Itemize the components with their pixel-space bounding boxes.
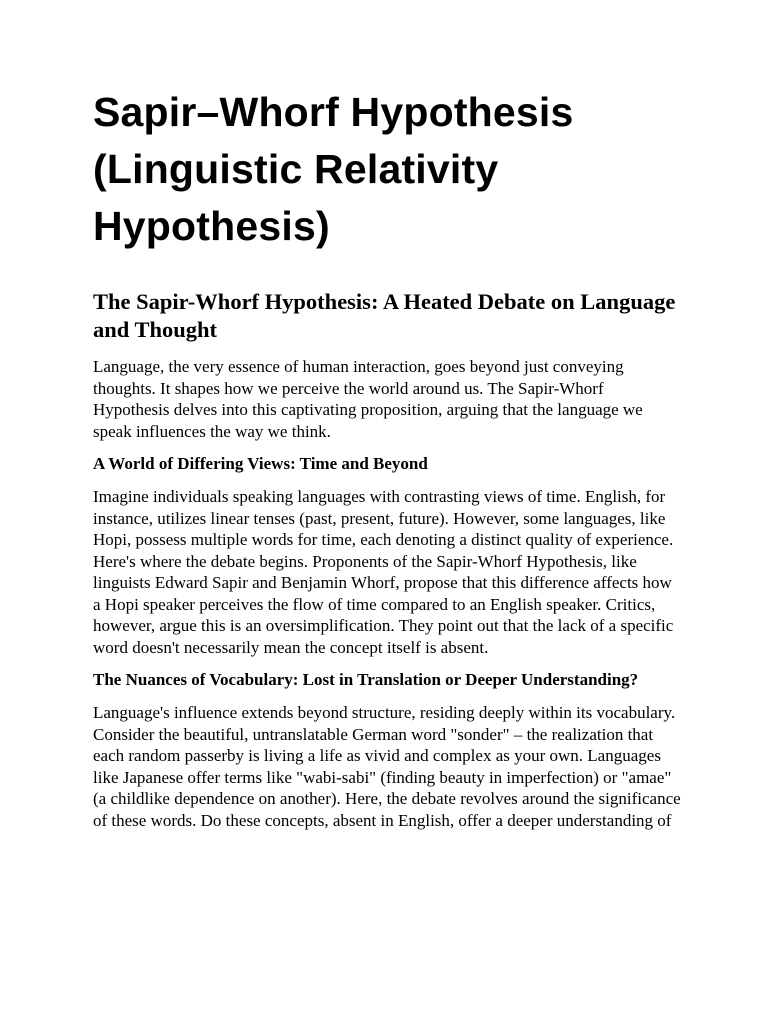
subsection-heading-time: A World of Differing Views: Time and Beyond xyxy=(93,454,428,473)
section-heading: The Sapir-Whorf Hypothesis: A Heated Debate on Language and Thought xyxy=(93,289,676,342)
intro-paragraph: Language, the very essence of human interaction, goes beyond just conveying thoughts. It shapes how we perceive the world around us. The Sapir-Whorf Hypothesis delves into this captivating proposition, arguing that the language we speak influences the way we think. xyxy=(93,357,643,441)
subsection-paragraph-time: Imagine individuals speaking languages with contrasting views of time. English, for instance, utilizes linear tenses (past, present, future). However, some languages, like Hopi, possess multiple words for time, each denoting a distinct quality of experience. Here's where the debate begins. Proponents of the Sapir-Whorf Hypothesis, like linguists Edward Sapir and Benjamin Whorf, propose that this difference affects how a Hopi speaker perceives the flow of time compared to an English speaker. Critics, however, argue this is an oversimplification. They point out that the lack of a specific word doesn't necessarily mean the concept itself is absent. xyxy=(93,487,674,657)
subsection-paragraph-vocabulary: Language's influence extends beyond structure, residing deeply within its vocabulary. Consider the beautiful, untranslatable German word "sonder" – the realization that each random passerby is living a life as vivid and complex as your own. Languages like Japanese offer terms like "wabi-sabi" (finding beauty in imperfection) or "amae" (a childlike dependence on another). Here, the debate revolves around the significance of these words. Do these concepts, absent in English, offer a deeper understanding of xyxy=(93,703,681,830)
subsection-heading-vocabulary: The Nuances of Vocabulary: Lost in Translation or Deeper Understanding? xyxy=(93,670,639,689)
document-title: Sapir–Whorf Hypothesis (Linguistic Relativity Hypothesis) xyxy=(93,89,574,249)
document-page xyxy=(93,84,683,842)
